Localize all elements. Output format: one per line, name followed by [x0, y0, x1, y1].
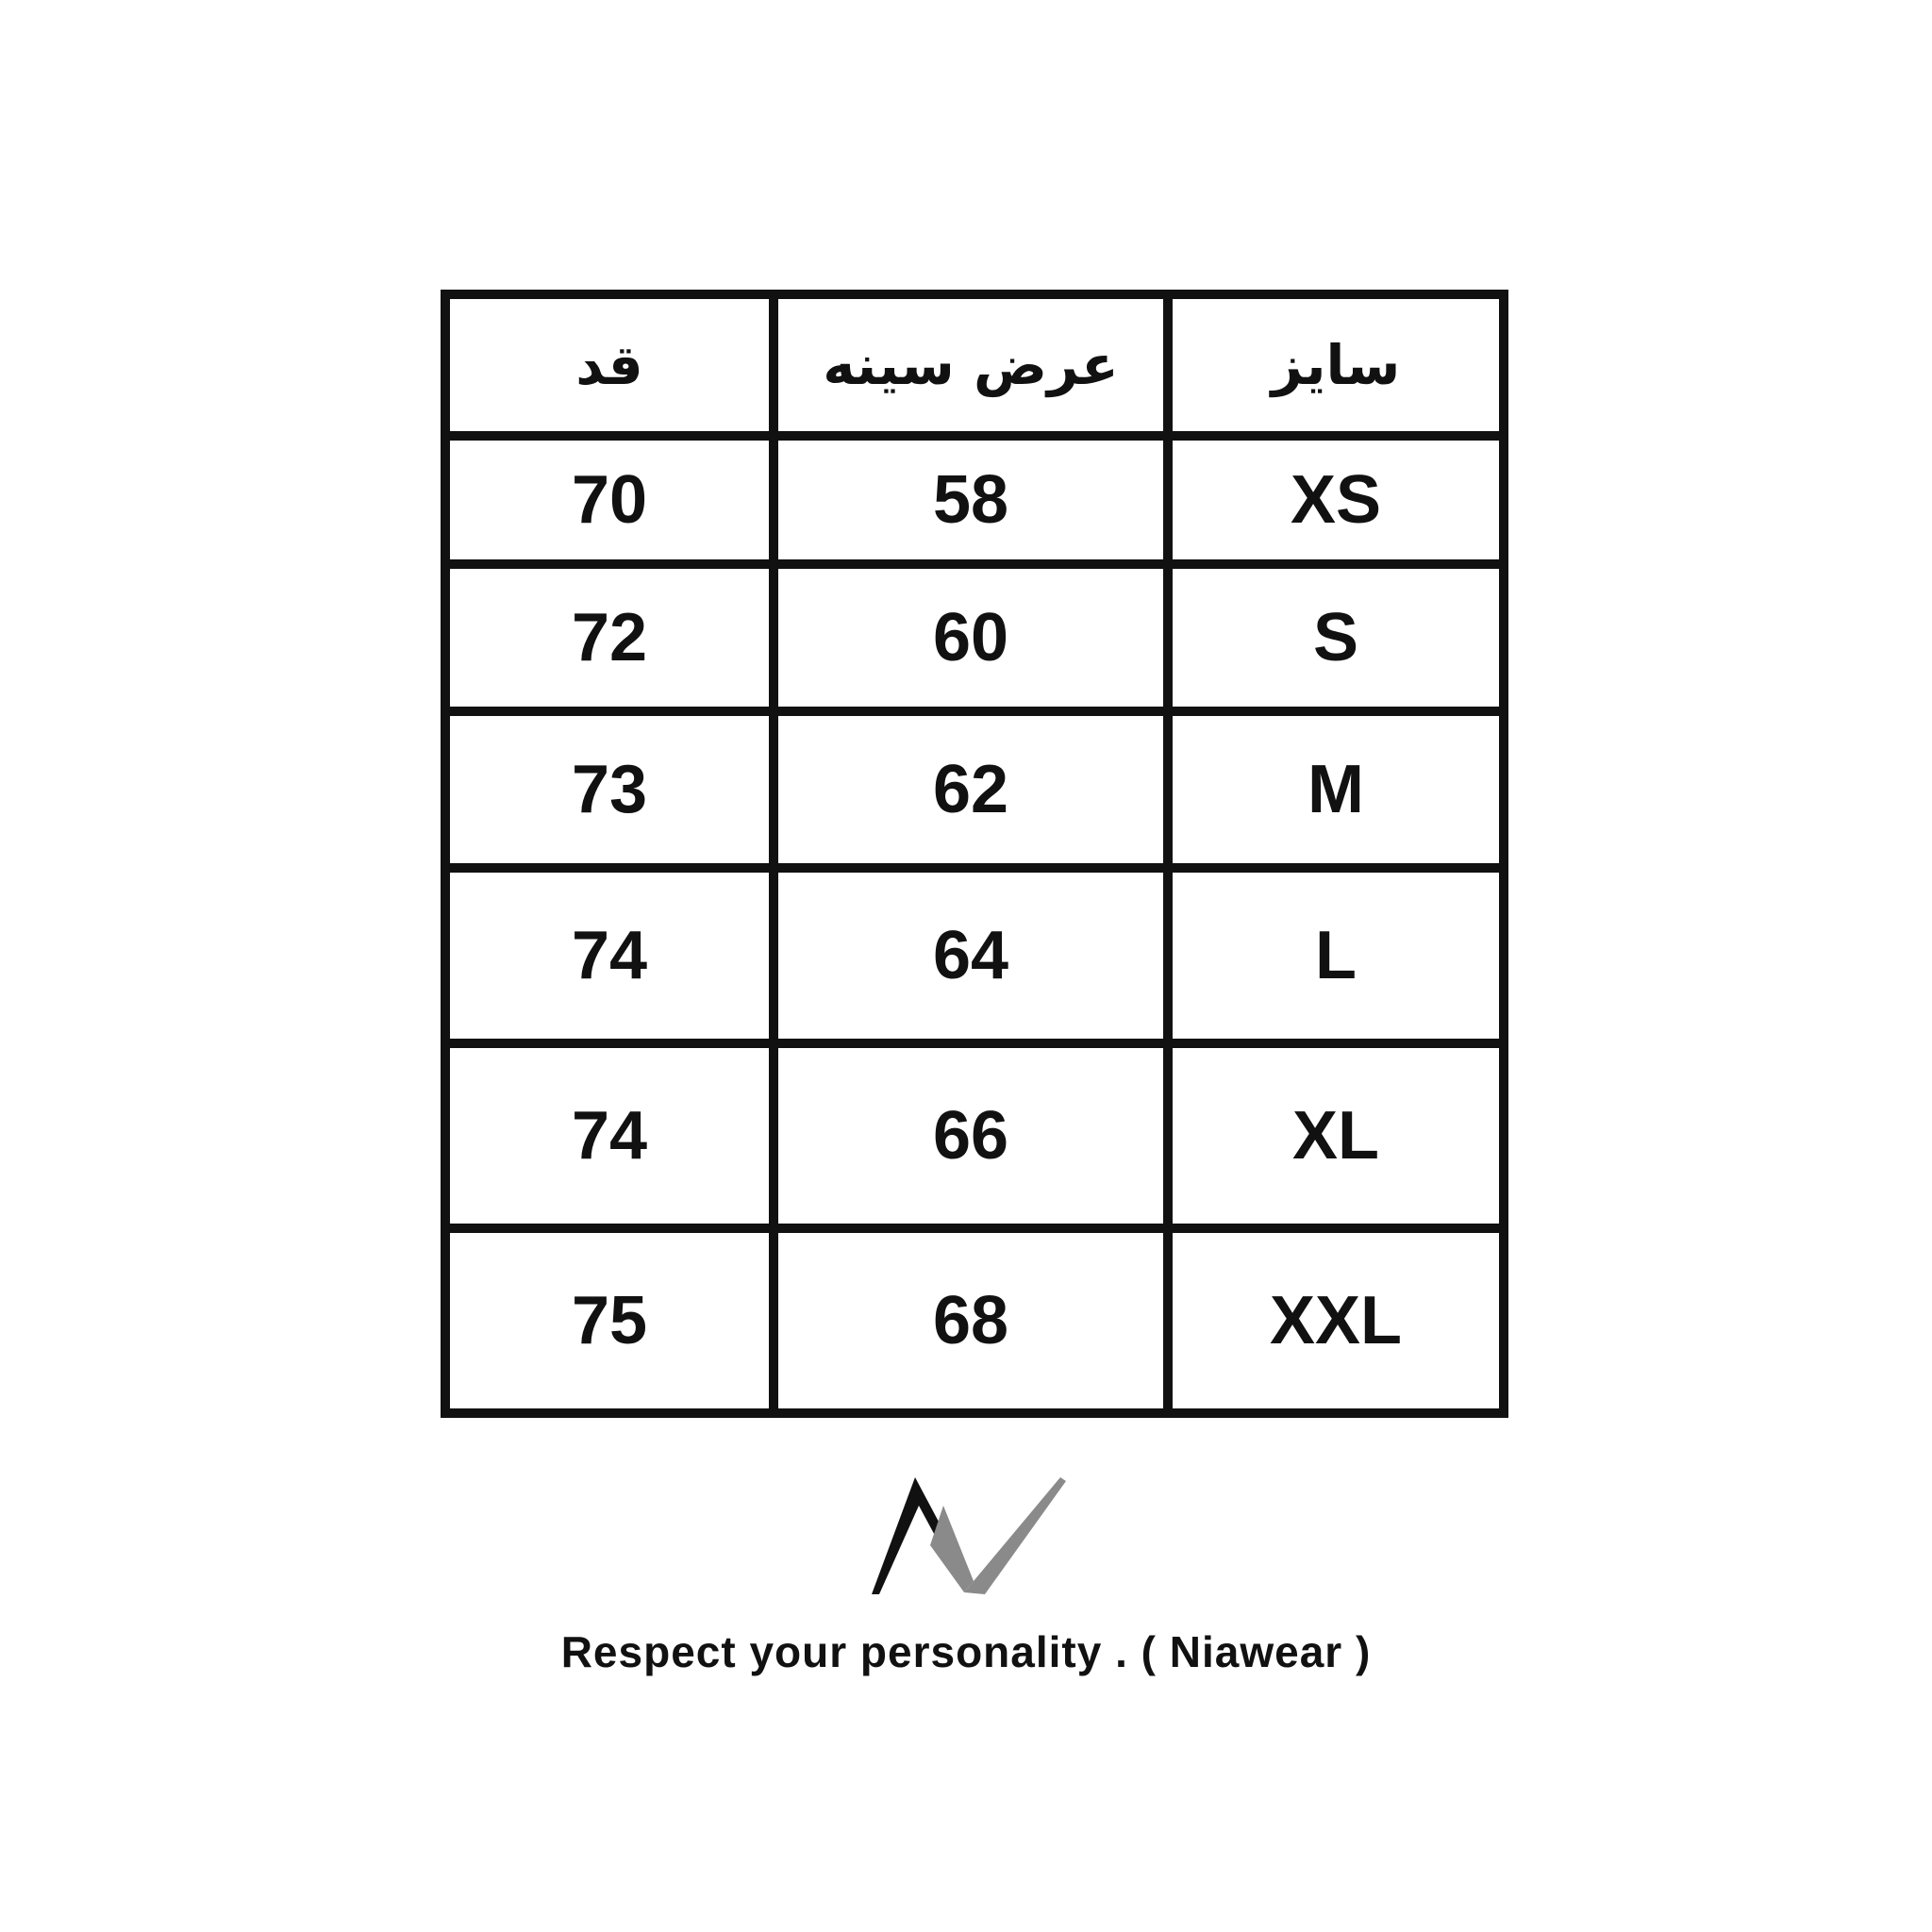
cell-chest: 68 [774, 1228, 1168, 1413]
header-chest-width: عرض سینه [774, 294, 1168, 436]
cell-chest: 60 [774, 564, 1168, 711]
cell-size: XXL [1168, 1228, 1504, 1413]
cell-chest: 66 [774, 1043, 1168, 1228]
cell-size: M [1168, 711, 1504, 868]
cell-size: S [1168, 564, 1504, 711]
cell-size: XS [1168, 436, 1504, 564]
cell-chest: 58 [774, 436, 1168, 564]
table-row [445, 436, 1504, 564]
cell-chest: 62 [774, 711, 1168, 868]
header-size: سایز [1168, 294, 1504, 436]
table-row [445, 1228, 1504, 1413]
header-length: قد [445, 294, 774, 436]
brand-tagline: Respect your personality . ( Niawear ) [560, 1627, 1372, 1676]
table-row [445, 711, 1504, 868]
cell-length: 72 [445, 564, 774, 711]
table-row [445, 1043, 1504, 1228]
cell-size: L [1168, 868, 1504, 1043]
cell-length: 74 [445, 868, 774, 1043]
size-chart-table [441, 290, 1508, 1418]
cell-length: 70 [445, 436, 774, 564]
niawear-nw-logo-icon [872, 1477, 1066, 1594]
table-header-row [445, 294, 1504, 436]
table-row [445, 564, 1504, 711]
cell-chest: 64 [774, 868, 1168, 1043]
cell-length: 73 [445, 711, 774, 868]
cell-length: 75 [445, 1228, 774, 1413]
cell-size: XL [1168, 1043, 1504, 1228]
table-row [445, 868, 1504, 1043]
cell-length: 74 [445, 1043, 774, 1228]
